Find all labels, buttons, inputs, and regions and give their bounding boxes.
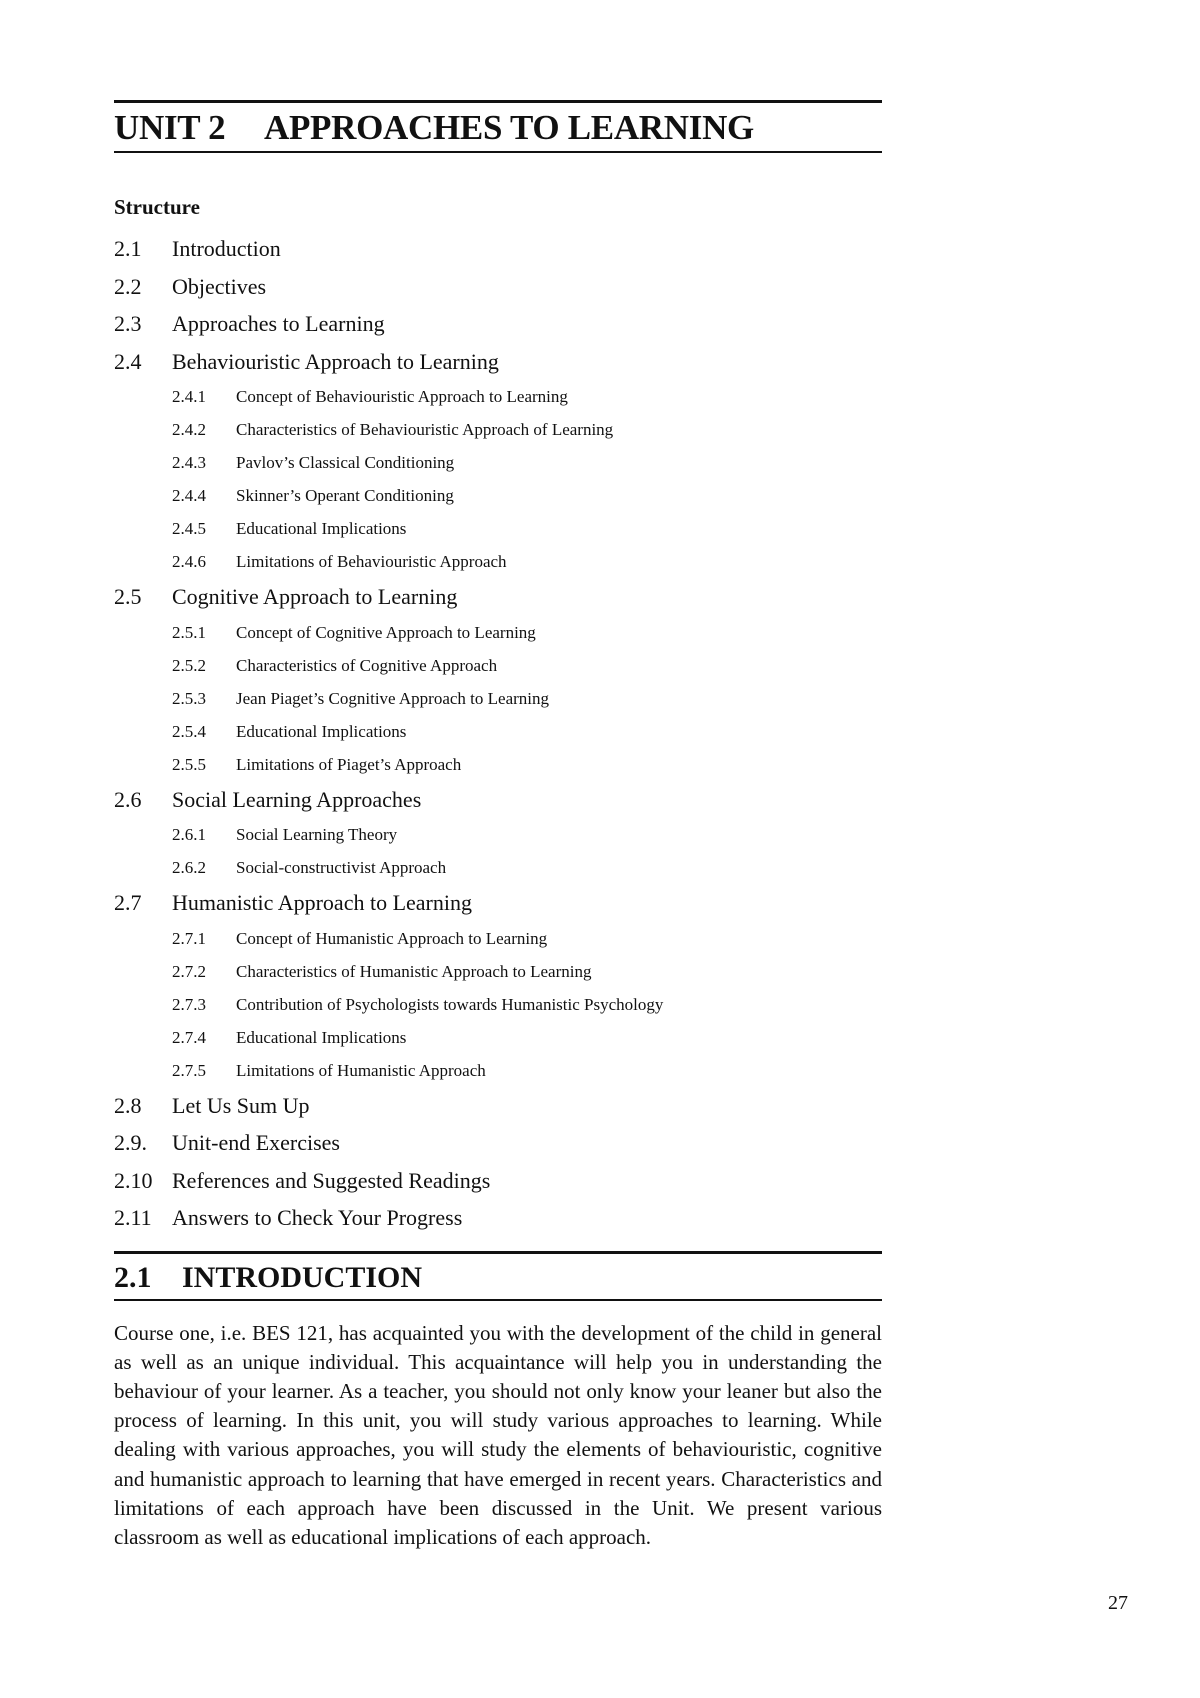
toc-entry-number: 2.4 xyxy=(114,348,142,374)
toc-entry xyxy=(114,578,882,616)
toc-entry-label: Cognitive Approach to Learning xyxy=(172,584,458,609)
toc-entry-label: Concept of Cognitive Approach to Learning xyxy=(236,622,536,642)
toc-entry-number: 2.7.3 xyxy=(172,994,206,1014)
toc-entry-label: Pavlov’s Classical Conditioning xyxy=(236,453,455,472)
toc-entry-number: 2.7.5 xyxy=(172,1060,206,1080)
toc-entry-label: References and Suggested Readings xyxy=(172,1167,491,1193)
toc-subentry xyxy=(114,922,882,955)
toc-entry-label: Approaches to Learning xyxy=(172,311,385,336)
toc-entry-number: 2.7.4 xyxy=(172,1027,206,1047)
toc-subentry xyxy=(114,545,882,578)
toc-entry-number: 2.11 xyxy=(114,1205,152,1230)
toc-entry-label: Contribution of Psychologists towards Humanistic Psychology xyxy=(236,994,664,1014)
toc-entry-number: 2.6.1 xyxy=(172,825,206,844)
toc-subentry xyxy=(114,748,882,781)
toc-entry-number: 2.7.1 xyxy=(172,928,206,948)
toc-entry xyxy=(114,1087,882,1125)
toc-entry-number: 2.6.2 xyxy=(172,858,206,877)
toc-entry-number: 2.2 xyxy=(114,273,142,299)
toc-subentry xyxy=(114,818,882,851)
structure-label: Structure xyxy=(114,195,200,219)
table-of-contents xyxy=(114,230,882,1237)
toc-entry xyxy=(114,1199,882,1237)
toc-entry-number: 2.6 xyxy=(114,786,142,812)
toc-entry-label: Characteristics of Behaviouristic Approach of Learning xyxy=(236,420,614,439)
toc-entry-label: Social Learning Approaches xyxy=(172,786,422,812)
toc-entry-number: 2.4.3 xyxy=(172,453,206,472)
toc-entry-label: Educational Implications xyxy=(236,1027,407,1047)
toc-entry-label: Introduction xyxy=(172,236,281,261)
toc-subentry xyxy=(114,715,882,748)
toc-entry-label: Social Learning Theory xyxy=(236,825,398,844)
toc-entry-number: 2.4.6 xyxy=(172,552,206,571)
toc-subentry xyxy=(114,649,882,682)
toc-entry-number: 2.5 xyxy=(114,584,142,609)
toc-entry-label: Behaviouristic Approach to Learning xyxy=(172,348,499,374)
toc-entry-number: 2.1 xyxy=(114,236,142,261)
toc-subentry xyxy=(114,479,882,512)
toc-entry-label: Social-constructivist Approach xyxy=(236,858,447,877)
toc-entry-number: 2.5.3 xyxy=(172,688,206,708)
toc-subentry xyxy=(114,955,882,988)
toc-entry-label: Concept of Behaviouristic Approach to Learning xyxy=(236,387,568,406)
toc-subentry xyxy=(114,1021,882,1054)
toc-entry xyxy=(114,268,882,306)
toc-entry-label: Educational Implications xyxy=(236,519,407,538)
toc-entry-label: Educational Implications xyxy=(236,721,407,741)
toc-entry-number: 2.5.4 xyxy=(172,721,206,741)
toc-entry-label: Skinner’s Operant Conditioning xyxy=(236,486,454,505)
toc-entry xyxy=(114,1162,882,1200)
toc-subentry xyxy=(114,851,882,884)
toc-entry-label: Humanistic Approach to Learning xyxy=(172,890,472,915)
toc-entry xyxy=(114,230,882,268)
toc-entry-number: 2.4.1 xyxy=(172,387,206,406)
toc-entry xyxy=(114,305,882,343)
toc-subentry xyxy=(114,446,882,479)
toc-entry-label: Let Us Sum Up xyxy=(172,1092,310,1118)
unit-title-text: APPROACHES TO LEARNING xyxy=(264,108,754,147)
toc-subentry xyxy=(114,616,882,649)
toc-entry-number: 2.9. xyxy=(114,1130,147,1155)
toc-subentry xyxy=(114,380,882,413)
toc-entry xyxy=(114,781,882,819)
intro-paragraph: Course one, i.e. BES 121, has acquainted you with the development of the child in general as well as an unique individual. This acquaintance will help you in understanding the behaviour of your learner. As a teacher, you should not only know your leaner but also the process of learning. In this unit, you will study various approaches to learning. While dealing with various approaches, you will study the elements of behaviouristic, cognitive and humanistic approach to learning that have emerged in recent years. Characteristics and limitations of each approach have been discussed in the Unit. We present various classroom as well as educational implications of each approach. xyxy=(114,1320,882,1549)
toc-entry-label: Jean Piaget’s Cognitive Approach to Learning xyxy=(236,688,550,708)
toc-entry-label: Limitations of Piaget’s Approach xyxy=(236,754,462,774)
section-number: 2.1 xyxy=(114,1260,152,1294)
toc-entry-number: 2.5.1 xyxy=(172,622,206,642)
section-title: INTRODUCTION xyxy=(182,1260,423,1294)
toc-entry-number: 2.7.2 xyxy=(172,961,206,981)
document-page xyxy=(114,100,882,1573)
toc-entry-label: Unit-end Exercises xyxy=(172,1130,340,1155)
toc-entry-number: 2.4.4 xyxy=(172,486,206,505)
toc-subentry xyxy=(114,682,882,715)
toc-entry-number: 2.5.5 xyxy=(172,754,206,774)
toc-entry-label: Concept of Humanistic Approach to Learning xyxy=(236,928,548,948)
toc-entry-number: 2.8 xyxy=(114,1092,142,1118)
toc-entry-number: 2.7 xyxy=(114,890,142,915)
toc-entry-label: Characteristics of Humanistic Approach to Learning xyxy=(236,961,592,981)
toc-entry-number: 2.3 xyxy=(114,311,142,336)
toc-subentry xyxy=(114,1054,882,1087)
toc-entry-label: Answers to Check Your Progress xyxy=(172,1205,463,1230)
unit-number: UNIT 2 xyxy=(114,108,226,147)
toc-entry xyxy=(114,884,882,922)
toc-entry-label: Characteristics of Cognitive Approach xyxy=(236,655,498,675)
toc-entry xyxy=(114,343,882,381)
page-number: 27 xyxy=(1108,1592,1128,1614)
toc-entry-number: 2.4.2 xyxy=(172,420,206,439)
toc-subentry xyxy=(114,988,882,1021)
toc-entry-number: 2.5.2 xyxy=(172,655,206,675)
toc-entry-number: 2.4.5 xyxy=(172,519,206,538)
toc-entry-label: Objectives xyxy=(172,273,267,299)
toc-subentry xyxy=(114,413,882,446)
toc-entry-label: Limitations of Behaviouristic Approach xyxy=(236,552,507,571)
section-heading xyxy=(114,1251,882,1301)
toc-entry-label: Limitations of Humanistic Approach xyxy=(236,1060,486,1080)
toc-entry-number: 2.10 xyxy=(114,1167,153,1193)
unit-title xyxy=(114,100,882,153)
toc-entry xyxy=(114,1124,882,1162)
toc-subentry xyxy=(114,512,882,545)
